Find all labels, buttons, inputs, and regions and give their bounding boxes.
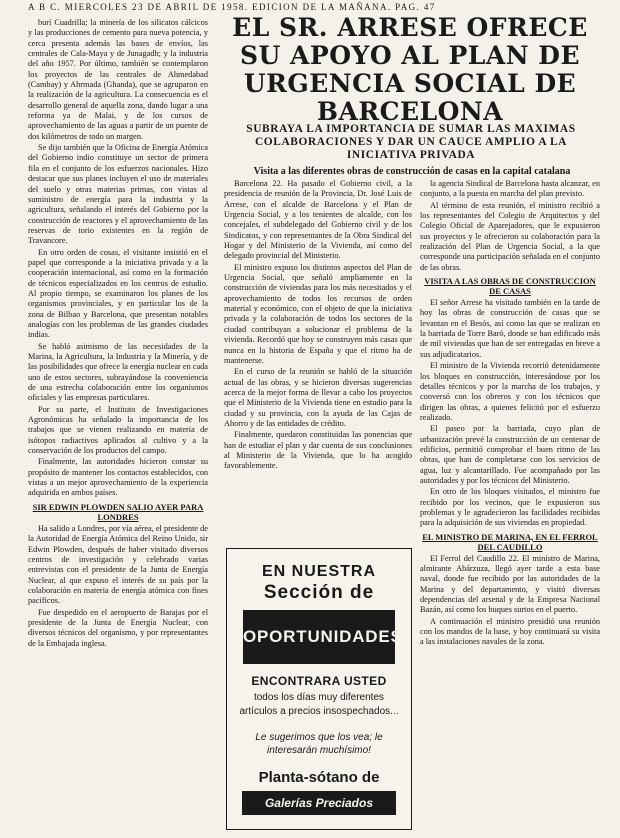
page-header: A B C. MIERCOLES 23 DE ABRIL DE 1958. EDICION DE LA MAÑANA. PAG. 47 [28,2,436,12]
paragraph: Se dijo también que la Oficina de Energía Atómica del Gobierno indio constituye un sector de primera fila en el conjunto de los esfuerzos nacionales. Hizo destacar que sus planes incluyen el uso de materiales del suelo y otras materias primas, con vistas al suministro de energía para la industria y la agricultura, señalando el interés del Gobierno por la construcción de reactores y el aprovechamiento de las reservas de torio existentes en la región de Travancore. [28,143,208,246]
ad-line-6: Planta-sótano de [258,769,380,786]
middle-column [224,179,412,474]
kicker-line: Visita a las diferentes obras de construcción de casas en la capital catalana [253,166,571,177]
paragraph: Finalmente, las autoridades hicieron constar su propósito de mantener los contactos establecidos, con vistas a un mejor aprovechamiento de la experiencia adquirida en ambos países. [28,457,208,498]
right-column [420,179,600,835]
main-headline: EL SR. ARRESE OFRECE SU APOYO AL PLAN DE URGENCIA SOCIAL DE BARCELONA [232,13,588,126]
paragraph: la agencia Sindical de Barcelona hasta alcanzar, en conjunto, a la puesta en marcha del plan previsto. [420,179,600,199]
ad-store-name: Galerías Preciados [242,791,396,815]
paragraph: Se habló asimismo de las necesidades de la Marina, la Agricultura, la Industria y la Minería, y de las posibilidades que ofrece la energía nuclear en cada uno de estos sectores, subrayándose la conveniencia de una estrecha colaboración entre los organismos oficiales y las empresas particulares. [28,341,208,403]
paragraph: El ministro expuso los distintos aspectos del Plan de Urgencia Social, que señaló ampliamente en la construcción de viviendas para los más necesitados y el aprovechamiento de todos los recursos de orden material y económico, con el objeto de que la iniciativa privada y la colaboración de todos los sectores de la ciudad contribuyan a solucionar el problema de la vivienda. Recordó que hoy se construyen más casas que nunca en la historia de España y que el ritmo ha de mantenerse. [224,262,412,365]
section-heading: EL MINISTRO DE MARINA, EN EL FERROL DEL CAUDILLO [422,531,598,552]
paragraph: El paseo por la barriada, cuyo plan de urbanización prevé la construcción de un centenar de edificios, permitió comprobar el buen ritmo de las obras, que han de completarse con los servicios de agua, luz y alcantarillado. Fue acompañado por las autoridades y por los técnicos del Ministerio. [420,424,600,485]
section-heading: VISITA A LAS OBRAS DE CONSTRUCCION DE CASAS [424,276,596,297]
ad-line-4: todos los días muy diferentes artículos a precios insospechados... [239,692,399,717]
paragraph: Barcelona 22. Ha pasado el Gobierno civil, a la presidencia de reunión de la Provincia, Dr. José Luis de Arrese, con el alcalde de Barcelona y el Plan de Urgencia Social, y a los tenientes de alcalde, con los concejales, el subdelegado del Gobierno civil y de los Sindicatos, y con representantes de la Obra Sindical del Hogar y del Ministerio de la Vivienda, así como del delegado provincial del Ministerio. [224,179,412,261]
paragraph: En el curso de la reunión se habló de la situación actual de las obras, y se hicieron diversas sugerencias acerca de la mejor forma de llevar a cabo los proyectos que el Ministerio de la Vivienda tiene en estudio para la ciudad y su provincia, con la ayuda de las Cajas de Ahorro y de las entidades de crédito. [224,367,412,428]
section-heading: SIR EDWIN PLOWDEN SALIO AYER PARA LONDRES [32,501,204,522]
left-column [28,18,208,836]
ad-line-2: Sección de [263,582,375,603]
paragraph: Al término de esta reunión, el ministro recibió a los representantes del Colegio de Arquitectos y del Colegio Oficial de Aparejadores, que le expusieron sus proyectos y le ofrecieron su colaboración para la realización del Plan de Urgencia Social, a la que corresponde una participación señalada en el conjunto de las obras. [420,200,600,272]
paragraph: Por su parte, el Instituto de Investigaciones Agronómicas ha señalado la importancia de los trabajos que se vienen realizando en materia de isótopos radiactivos aplicados al cultivo y a la conservación de los productos del campo. [28,404,208,456]
ad-highlight: OPORTUNIDADES [243,610,395,664]
paragraph: Fue despedido en el aeropuerto de Barajas por el presidente de la Junta de Energía Nuclear, con diversos técnicos del organismo, y por representantes de la Embajada inglesa. [28,607,208,648]
paragraph: El Ferrol del Caudillo 22. El ministro de Marina, almirante Abárzuza, llegó ayer tarde a esta base naval, donde fue recibido por las autoridades de la Marina y del departamento, y visitó diversas dependencias del arsenal y de la Empresa Nacional Bazán, así como los buques surtos en el puerto. [420,553,600,615]
ad-line-1: EN NUESTRA [261,563,376,580]
paragraph: Ha salido a Londres, por vía aérea, el presidente de la Autoridad de Energía Atómica del Reino Unido, sir Edwin Plowden, después de haber visitado diversos centros de investigación y celebrado varias entrevistas con el presidente de la Junta de Energía Nuclear, al que expuso el interés de su país por la colaboración en materia de energía atómica con fines pacíficos. [28,523,208,606]
ad-line-5: Le sugerimos que los vea; le interesarán muchísimo! [255,732,383,756]
paragraph: En otro de los bloques visitados, el ministro fue recibido por los vecinos, que le expusieron sus problemas y le agradecieron las facilidades recibidas para la adquisición de sus viviendas en propiedad. [420,487,600,528]
ad-line-3: ENCONTRARA USTED [251,674,387,688]
paragraph: burí Cuadrilla; la minería de los silicatos cálcicos y las producciones de cemento para nueva potencia, y cerca presenta además las bases de envíos, las centrales de Cala-Maya y de Junagadh; y la industria del año 1957. Por último, también se contemplaron los proyectos de las centrales de Ahmedabad (Cambay) y Ahrmada (Ghanda), que se agruparon en la realización de la agricultura. La consecuencia es el desarrollo general de aquella zona, dando lugar a una reforma ya de Malai, y de los cursos de aprovechamiento de las aguas a partir de un puente de dos kilómetros de todo un margen. [28,18,208,141]
paragraph: El señor Arrese ha visitado también en la tarde de hoy las obras de construcción de casas que se levantan en el Besós, así como las que se realizan en la barriada de Torre Baró, donde se han edificado más de mil viviendas que han de ser entregadas en breve a sus adjudicatarios. [420,298,600,359]
paragraph: Finalmente, quedaron constituidas las ponencias que han de estudiar el plan y dar cuenta de sus conclusiones al Ministerio de la Vivienda, que lo ha acogido favorablemente. [224,430,412,471]
paragraph: El ministro de la Vivienda recorrió detenidamente los bloques en construcción, interesándose por los detalles técnicos y por la marcha de los trabajos, y conversó con los obreros y con los técnicos que dirigen las obras, a quienes felicitó por el esfuerzo realizado. [420,361,600,422]
advertisement-box [226,548,412,830]
sub-headline: SUBRAYA LA IMPORTANCIA DE SUMAR LAS MAXIMAS COLABORACIONES Y DAR UN CAUCE AMPLIO A LA INICIATIVA PRIVADA [246,123,576,161]
paragraph: A continuación el ministro presidió una reunión con los mandos de la base, y hoy continuará su visita a las instalaciones navales de la zona. [420,616,600,647]
paragraph: En otro orden de cosas, el visitante insistió en el papel que corresponde a la iniciativa privada y a la cooperación internacional, así como en la formación de técnicos especializados en los centros de estudio. Al propio tiempo, se examinaron los planes de los organismos provinciales, y en particular los de la zona de Bilbao y Barcelona, que presentan notables analogías con los problemas de las grandes ciudades indias. [28,247,208,340]
